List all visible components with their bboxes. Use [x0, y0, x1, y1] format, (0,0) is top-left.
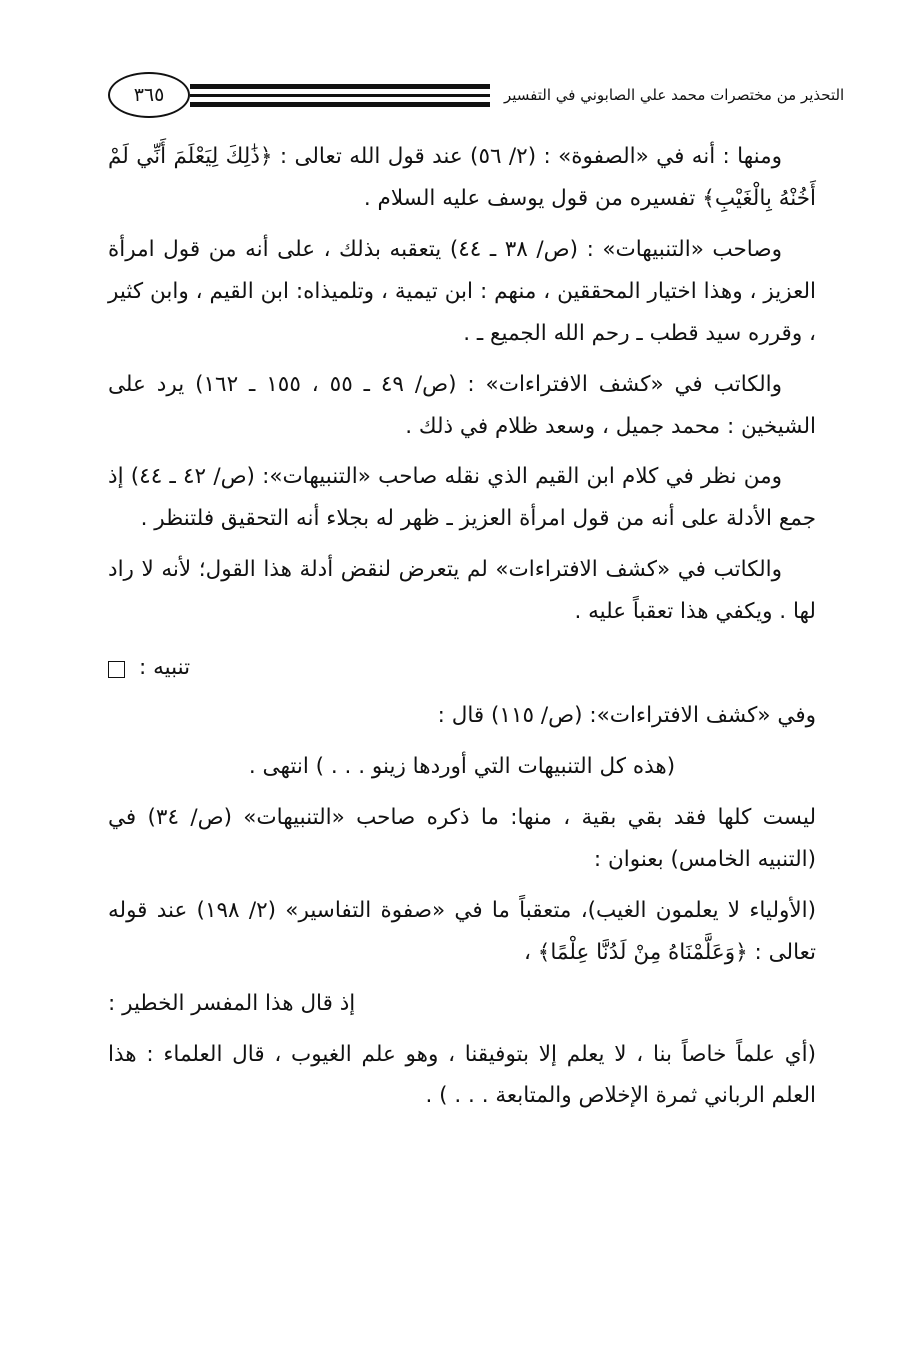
- paragraph-11-quote: (أي علماً خاصاً بنا ، لا يعلم إلا بتوفيقنا ، وهو علم الغيوب ، قال العلماء : هذا العلم الرباني ثمرة الإخلاص والمتابعة . . . ) .: [108, 1041, 816, 1109]
- page-number-badge: ٣٦٥: [108, 72, 190, 118]
- header-rule-bottom: [190, 102, 490, 107]
- page-header: [108, 72, 845, 118]
- paragraph-6: وفي «كشف الافتراءات»: (ص/ ١١٥) قال :: [437, 703, 816, 729]
- paragraph-9: (الأولياء لا يعلمون الغيب)، متعقباً ما في «صفوة التفاسير» (٢/ ١٩٨) عند قوله تعالى : ﴿وَعَلَّمْنَاهُ مِنْ لَدُنَّا عِلْمًا﴾ ،: [108, 897, 817, 965]
- paragraph-10: إذ قال هذا المفسر الخطير :: [108, 990, 356, 1016]
- notice-heading: [108, 647, 816, 689]
- paragraph-1: ومنها : أنه في «الصفوة» : (٢/ ٥٦) عند قول الله تعالى : ﴿ذَٰلِكَ لِيَعْلَمَ أَنِّي لَمْ أَخُنْهُ بِالْغَيْبِ﴾ تفسيره من قول يوسف عليه السلام .: [108, 144, 816, 211]
- square-bullet-icon: [108, 661, 125, 678]
- paragraph-5: والكاتب في «كشف الافتراءات» لم يتعرض لنقض أدلة هذا القول؛ لأنه لا راد لها . ويكفي هذا تعقباً عليه .: [108, 557, 816, 625]
- paragraph-4: ومن نظر في كلام ابن القيم الذي نقله صاحب «التنبيهات»: (ص/ ٤٢ ـ ٤٤) إذ جمع الأدلة على أنه من قول امرأة العزيز ـ ظهر له بجلاء أنه التحقيق فلتنظر .: [108, 464, 816, 532]
- paragraph-7-quote: (هذه كل التنبيهات التي أوردها زينو . . . ) انتهى .: [248, 753, 676, 779]
- header-rule-group: [190, 84, 490, 107]
- paragraph-8: ليست كلها فقد بقي بقية ، منها: ما ذكره صاحب «التنبيهات» (ص/ ٣٤) في (التنبيه الخامس) بعنوان :: [108, 804, 816, 872]
- notice-label: تنبيه :: [139, 655, 191, 681]
- page-body: [108, 136, 816, 1292]
- paragraph-2: وصاحب «التنبيهات» : (ص/ ٣٨ ـ ٤٤) يتعقبه بذلك ، على أنه من قول امرأة العزيز ، وهذا اختيار المحققين ، منهم : ابن تيمية ، وتلميذاه: ابن القيم ، وابن كثير ، وقرره سيد قطب ـ رحم الله الجميع ـ .: [108, 236, 816, 346]
- paragraph-3: والكاتب في «كشف الافتراءات» : (ص/ ٤٩ ـ ٥٥ ، ١٥٥ ـ ١٦٢) يرد على الشيخين : محمد جميل ، وسعد ظلام في ذلك .: [108, 371, 816, 439]
- header-rule-middle: [190, 94, 490, 97]
- header-rule-top: [190, 84, 490, 89]
- running-head-title: التحذير من مختصرات محمد علي الصابوني في التفسير: [504, 86, 845, 104]
